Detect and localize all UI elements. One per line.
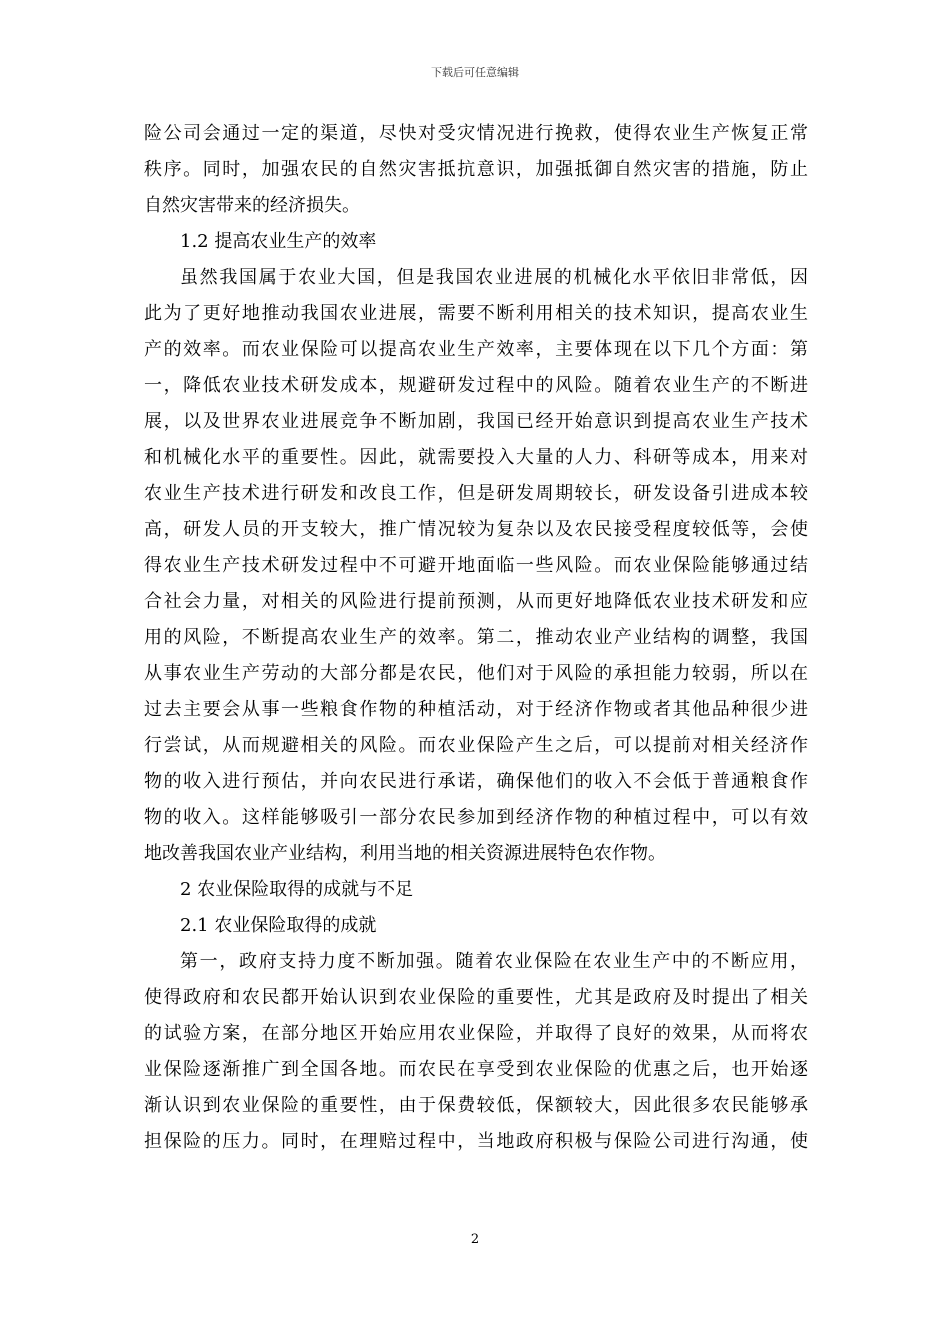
- text-line: 产的效率。而农业保险可以提高农业生产效率，主要体现在以下几个方面：第: [144, 339, 808, 360]
- text-line: 用的风险，不断提高农业生产的效率。第二，推动农业产业结构的调整，我国: [144, 627, 808, 648]
- text-line: 此为了更好地推动我国农业进展，需要不断利用相关的技术知识，提高农业生: [144, 303, 808, 324]
- text-line: 担保险的压力。同时，在理赔过程中，当地政府积极与保险公司进行沟通，使: [144, 1131, 808, 1152]
- text-line: 合社会力量，对相关的风险进行提前预测，从而更好地降低农业技术研发和应: [144, 591, 808, 612]
- text-line: 展，以及世界农业进展竞争不断加剧，我国已经开始意识到提高农业生产技术: [144, 411, 808, 432]
- section-heading: [144, 224, 808, 260]
- paragraph: [144, 944, 808, 1160]
- text-line: 虽然我国属于农业大国，但是我国农业进展的机械化水平依旧非常低，因: [180, 267, 808, 288]
- text-line: 第一，政府支持力度不断加强。随着农业保险在农业生产中的不断应用，: [180, 951, 808, 972]
- text-line: 一，降低农业技术研发成本，规避研发过程中的风险。随着农业生产的不断进: [144, 375, 808, 396]
- page-header: 下载后可任意编辑: [431, 66, 519, 79]
- text-line: 物的收入进行预估，并向农民进行承诺，确保他们的收入不会低于普通粮食作: [144, 771, 808, 792]
- text-line: 农业生产技术进行研发和改良工作，但是研发周期较长，研发设备引进成本较: [144, 483, 808, 504]
- text-line: 得农业生产技术研发过程中不可避开地面临一些风险。而农业保险能够通过结: [144, 555, 808, 576]
- page-number: 2: [470, 1232, 480, 1247]
- text-line: 自然灾害带来的经济损失。: [144, 195, 360, 216]
- text-line: 行尝试，从而规避相关的风险。而农业保险产生之后，可以提前对相关经济作: [144, 735, 808, 756]
- text-line: 从事农业生产劳动的大部分都是农民，他们对于风险的承担能力较弱，所以在: [144, 663, 808, 684]
- text-line: 使得政府和农民都开始认识到农业保险的重要性，尤其是政府及时提出了相关: [144, 987, 808, 1008]
- heading-text: 1.2 提高农业生产的效率: [180, 231, 377, 252]
- document-body: [144, 116, 808, 1160]
- text-line: 的试验方案，在部分地区开始应用农业保险，并取得了良好的效果，从而将农: [144, 1023, 808, 1044]
- heading-text: 2.1 农业保险取得的成就: [180, 915, 377, 936]
- text-line: 秩序。同时，加强农民的自然灾害抵抗意识，加强抵御自然灾害的措施，防止: [144, 159, 808, 180]
- text-line: 过去主要会从事一些粮食作物的种植活动，对于经济作物或者其他品种很少进: [144, 699, 808, 720]
- section-heading: [144, 872, 808, 908]
- heading-text: 2 农业保险取得的成就与不足: [180, 879, 414, 900]
- text-line: 险公司会通过一定的渠道，尽快对受灾情况进行挽救，使得农业生产恢复正常: [144, 123, 808, 144]
- text-line: 业保险逐渐推广到全国各地。而农民在享受到农业保险的优惠之后，也开始逐: [144, 1059, 808, 1080]
- text-line: 渐认识到农业保险的重要性，由于保费较低，保额较大，因此很多农民能够承: [144, 1095, 808, 1116]
- text-line: 高，研发人员的开支较大，推广情况较为复杂以及农民接受程度较低等，会使: [144, 519, 808, 540]
- paragraph: [144, 260, 808, 872]
- text-line: 地改善我国农业产业结构，利用当地的相关资源进展特色农作物。: [144, 843, 666, 864]
- text-line: 物的收入。这样能够吸引一部分农民参加到经济作物的种植过程中，可以有效: [144, 807, 808, 828]
- subsection-heading: [144, 908, 808, 944]
- text-line: 和机械化水平的重要性。因此，就需要投入大量的人力、科研等成本，用来对: [144, 447, 808, 468]
- paragraph: [144, 116, 808, 224]
